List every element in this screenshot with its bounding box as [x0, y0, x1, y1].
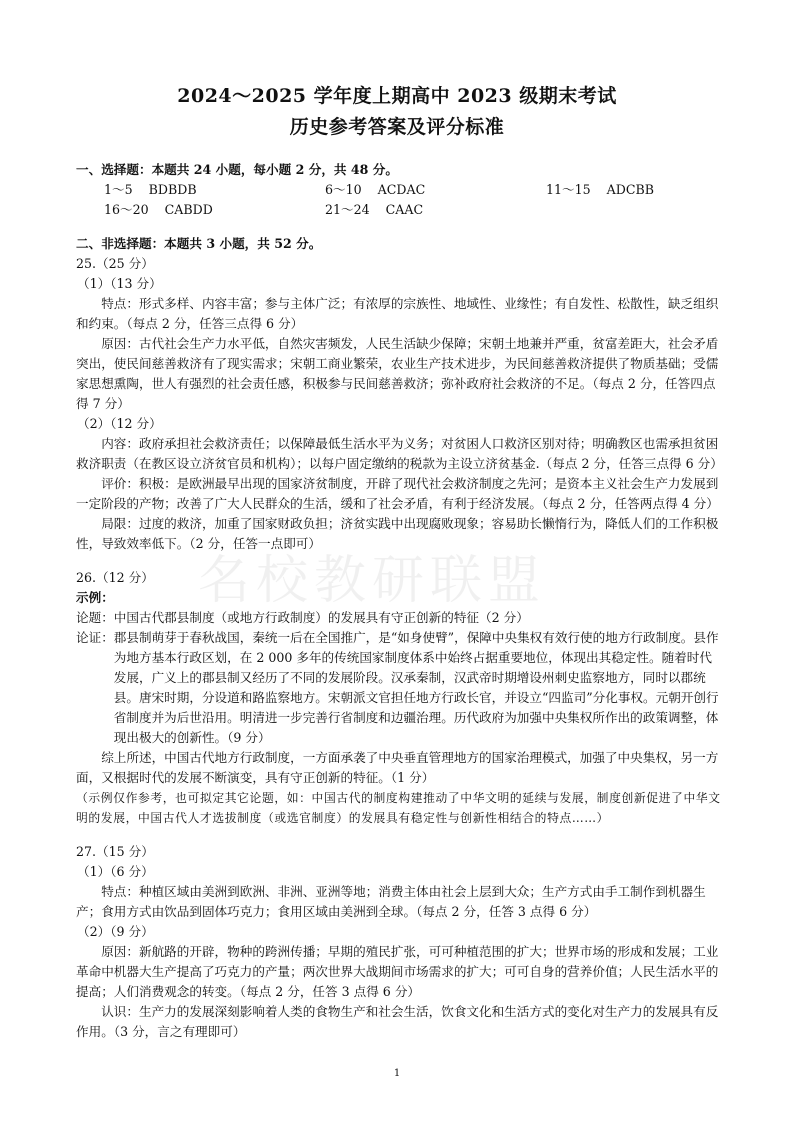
- answer-row: [76, 200, 722, 220]
- q26-note: （示例仅作参考，也可拟定其它论题，如：中国古代的制度构建推动了中华文明的延续与发展，制度创新促进了中华文明的发展，中国古代人才选拔制度（或选官制度）的发展具有稳定性与创新性相结合的特点……）: [76, 791, 721, 825]
- q25-part1-reason: 原因：古代社会生产力水平低，自然灾害频发，人民生活缺少保障；宋朝土地兼并严重，贫富差距大，社会矛盾突出，使民间慈善救济有了现实需求；宋朝工商业繁荣，农业生产技术进步，为民间慈善救济提供了物质基础；受儒家思想熏陶，世人有强烈的社会责任感，积极参与民间慈善救济；弥补政府社会救济的不足。（每点 2 分，任答四点得 7 分）: [76, 336, 719, 411]
- q26-example-label: 示例：: [76, 590, 114, 605]
- q25-label: 25.（25 分）: [76, 256, 154, 271]
- q27-part1-feature: 特点：种植区域由美洲到欧洲、非洲、亚洲等地；消费主体由社会上层到大众；生产方式由手工制作到机器生产；食用方式由饮品到固体巧克力；食用区域由美洲到全球。（每点 2 分，任答 3 点得 6 分）: [76, 884, 706, 919]
- q27-part2-label: （2）（9 分）: [77, 924, 154, 939]
- q26-argument-block: [76, 628, 722, 748]
- q25-part1-feature: 特点：形式多样、内容丰富；参与主体广泛；有浓厚的宗族性、地域性、业缘性；有自发性、松散性，缺乏组织和约束。（每点 2 分，任答三点得 6 分）: [76, 296, 719, 331]
- q25-part2-label: （2）（12 分）: [77, 416, 162, 431]
- section1-heading: 一、选择题：本题共 24 小题，每小题 2 分，共 48 分。: [76, 162, 398, 177]
- q26-conclusion: 综上所述，中国古代地方行政制度，一方面承袭了中央垂直管理地方的国家治理模式，加强了中央集权，另一方面，又根据时代的发展不断演变，具有守正创新的特征。（1 分）: [76, 750, 719, 785]
- q26-argument-label: 论证：: [76, 630, 114, 645]
- q26-thesis: 论题：中国古代郡县制度（或地方行政制度）的发展具有守正创新的特征（2 分）: [76, 610, 529, 625]
- page-title: 2024～2025 学年度上期高中 2023 级期末考试: [177, 85, 617, 107]
- watermark-text: 名校教研联盟: [198, 551, 547, 611]
- answer-row: [76, 180, 722, 200]
- q27-part2-reason: 原因：新航路的开辟，物种的跨洲传播；早期的殖民扩张，可可种植范围的扩大；世界市场的形成和发展；工业革命中机器大生产提高了巧克力的产量；两次世界大战期间市场需求的扩大；可可自身的营养价值；人民生活水平的提高；人们消费观念的转变。（每点 2 分，任答 3 点得 6 分）: [76, 944, 719, 999]
- q26-argument: 郡县制萌芽于春秋战国，秦统一后在全国推广，是“如身使臂”，保障中央集权有效行使的地方行政制度。县作为地方基本行政区划，在 2 000 多年的传统国家制度体系中始终占据重要地位，体现出其稳定性。随着时代发展，广义上的郡县制又经历了不同的发展阶段。汉承秦制，汉武帝时期增设州刺史监察地方，同时以郡统县。唐宋时期，分设道和路监察地方。宋朝派文官担任地方行政长官，并设立“四监司”分化事权。元朝开创行省制度并为后世沿用。明清进一步完善行省制度和边疆治理。历代政府为加强中央集权所作出的政策调整，体现出极大的创新性。（9 分）: [113, 630, 719, 745]
- q25-part1-label: （1）（13 分）: [77, 276, 162, 291]
- q27-label: 27.（15 分）: [76, 844, 154, 859]
- q27-part1-label: （1）（6 分）: [77, 864, 154, 879]
- q25-part2-limitation: 局限：过度的救济，加重了国家财政负担；济贫实践中出现腐败现象；容易助长懒惰行为，降低人们的工作积极性，导致效率低下。（2 分，任答一点即可）: [76, 516, 719, 551]
- answer-group: 6～10 ACDAC: [325, 182, 426, 197]
- page-subtitle: 历史参考答案及评分标准: [289, 116, 505, 138]
- page-number: 1: [393, 1068, 401, 1079]
- answer-group: 21～24 CAAC: [325, 202, 424, 217]
- q25-part2-content: 内容：政府承担社会救济责任；以保障最低生活水平为义务；对贫困人口救济区别对待；明确教区也需承担贫困救济职责（在教区设立济贫官员和机构）；以每户固定缴纳的税款为主设立济贫基金.（每点 2 分，任答三点得 6 分）: [76, 436, 723, 471]
- answer-group: 16～20 CABDD: [104, 202, 213, 217]
- q25-part2-evaluation: 评价：积极：是欧洲最早出现的国家济贫制度，开辟了现代社会救济制度之先河；是资本主义社会生产力发展到一定阶段的产物；改善了广大人民群众的生活，缓和了社会矛盾，有利于经济发展。（每点 2 分，任答两点得 4 分）: [76, 476, 719, 511]
- q26-label: 26.（12 分）: [76, 570, 154, 585]
- answer-content: [76, 160, 722, 1042]
- q27-part2-view: 认识：生产力的发展深刻影响着人类的食物生产和社会生活，饮食文化和生活方式的变化对生产力的发展具有反作用。（3 分，言之有理即可）: [76, 1004, 719, 1039]
- section2-heading: 二、非选择题：本题共 3 小题，共 52 分。: [76, 236, 322, 251]
- answer-group: 1～5 BDBDB: [104, 182, 197, 197]
- answer-group: 11～15 ADCBB: [546, 182, 654, 197]
